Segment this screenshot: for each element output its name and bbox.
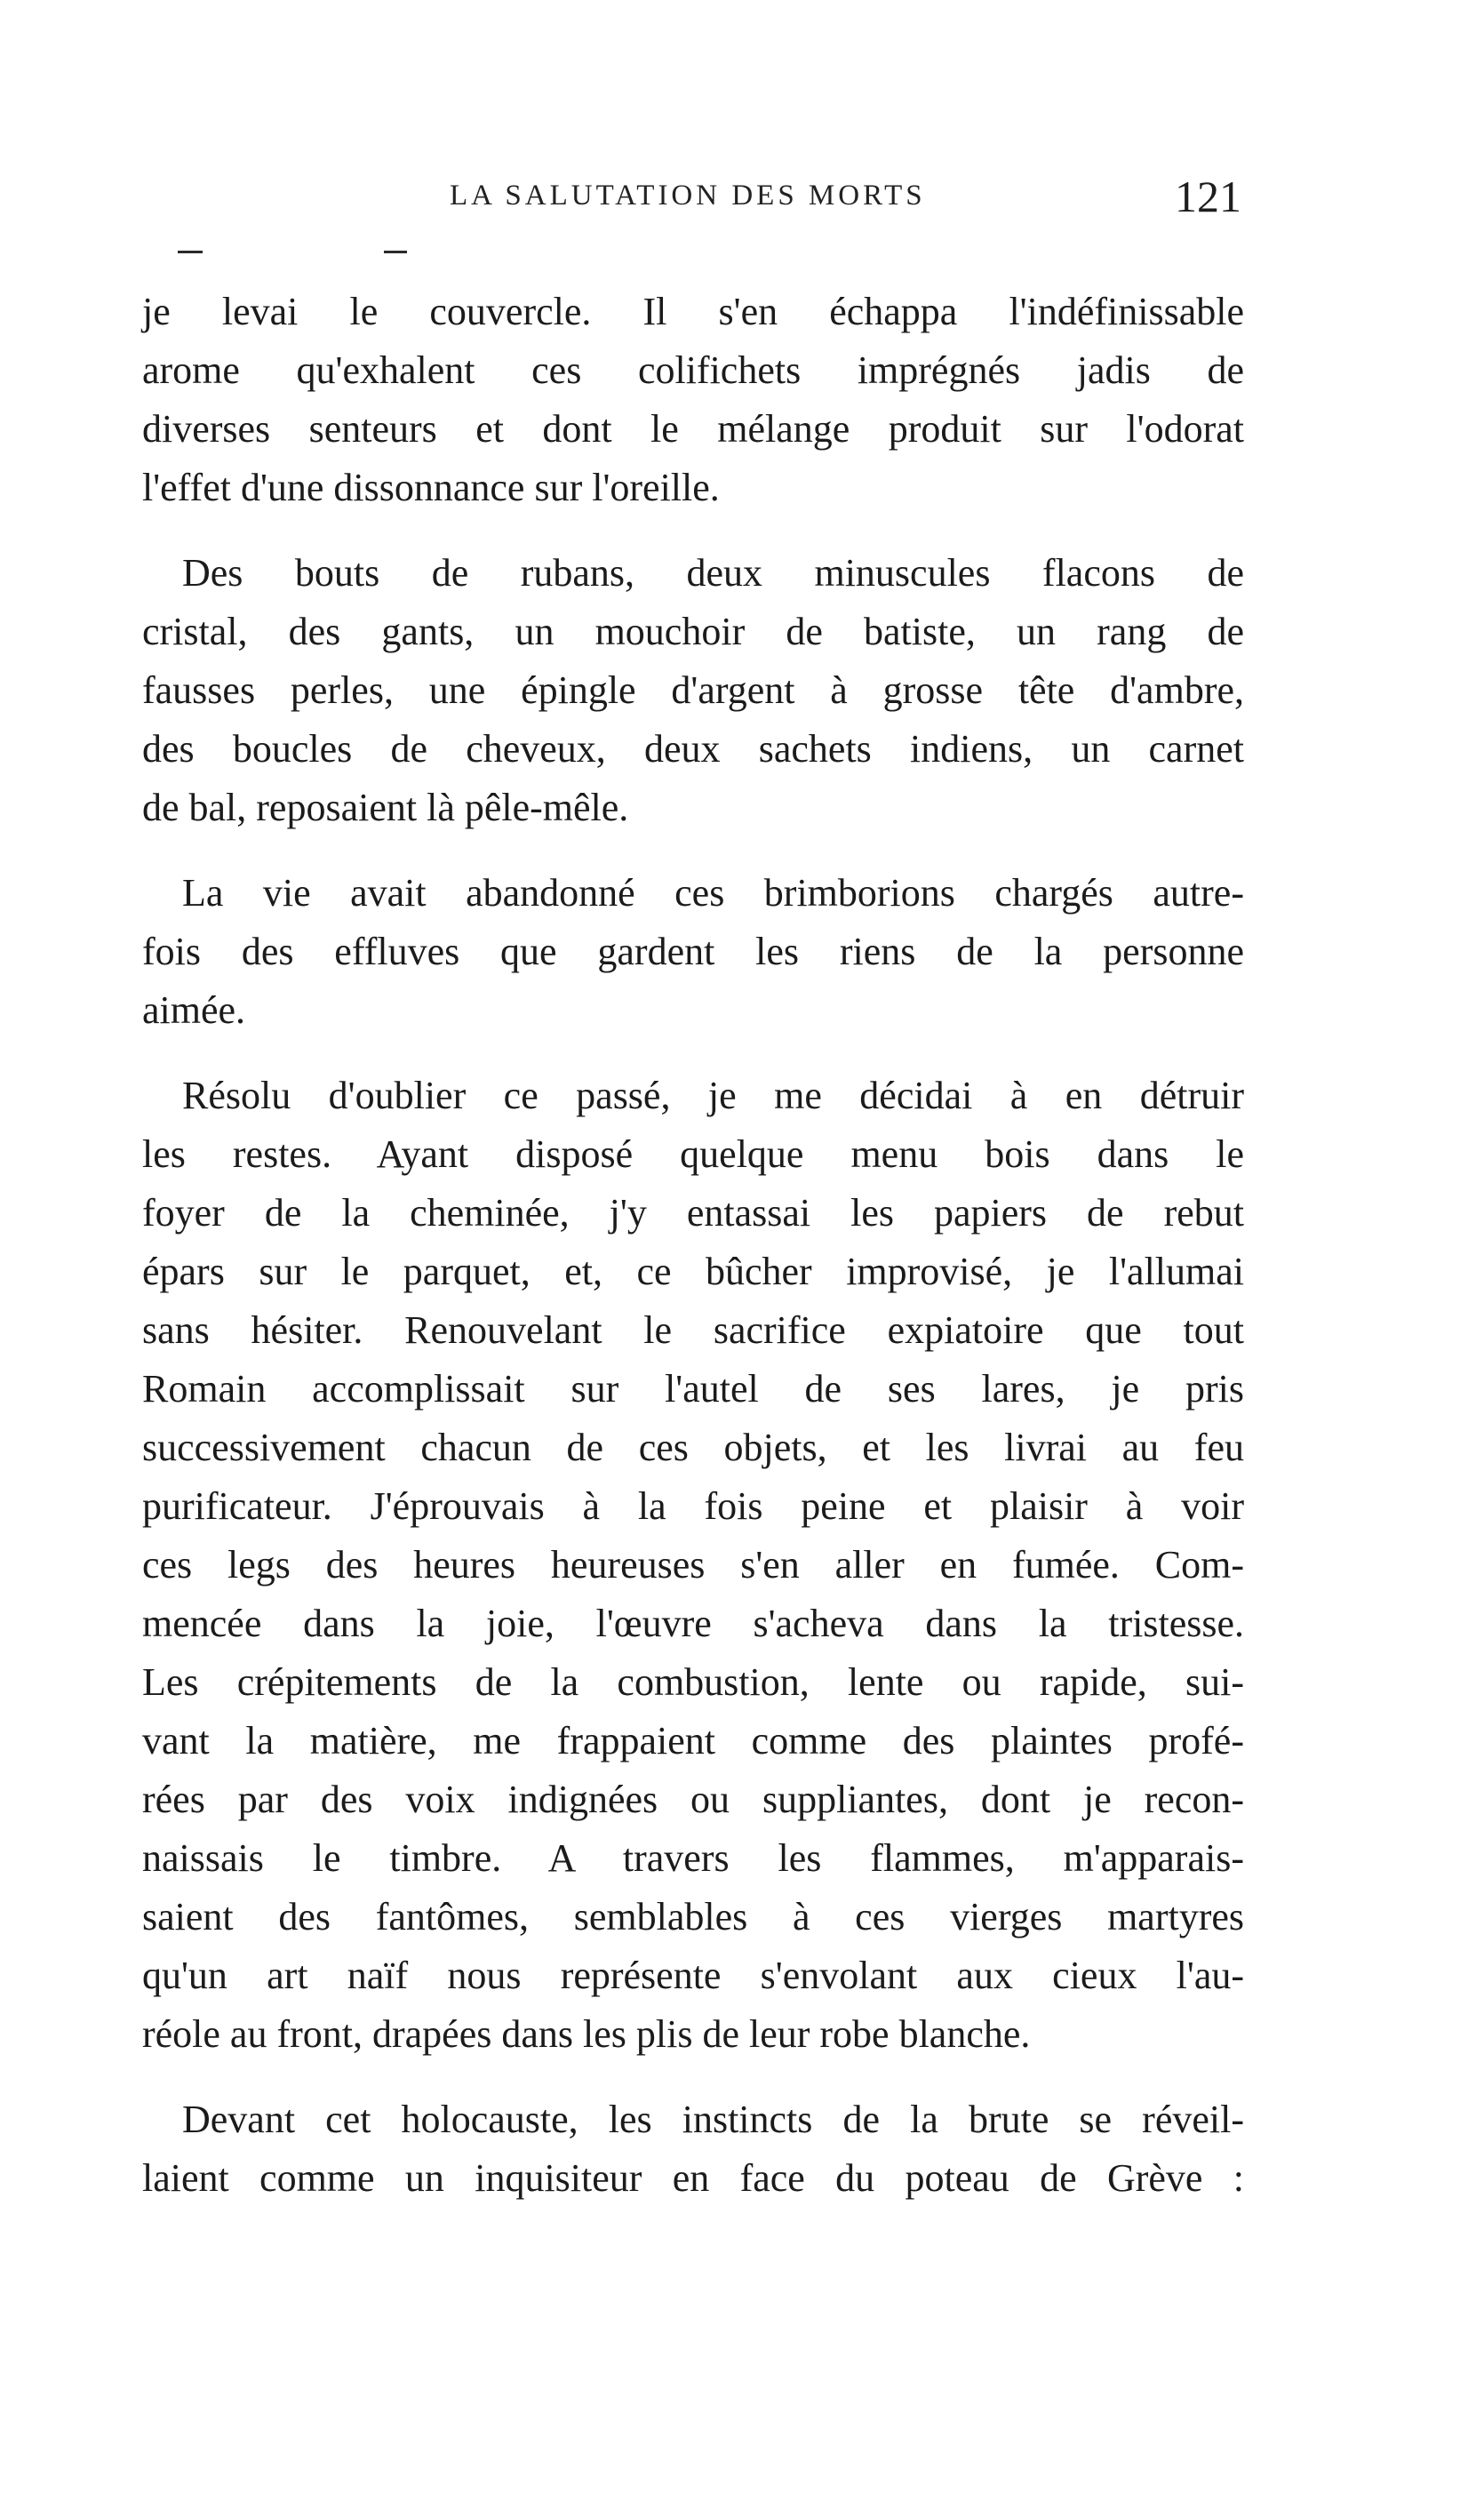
text-line: vant la matière, me frappaient comme des plaintes profé- [142, 1719, 1244, 1763]
running-head [0, 171, 1484, 224]
text-line: naissais le timbre. A travers les flammes, m'apparais- [142, 1836, 1244, 1880]
text-line: épars sur le parquet, et, ce bûcher improvisé, je l'allumai [142, 1250, 1244, 1293]
text-line: cristal, des gants, un mouchoir de batiste, un rang de [142, 610, 1244, 653]
text-line: l'effet d'une dissonnance sur l'oreille. [142, 466, 720, 509]
text-line: arome qu'exhalent ces colifichets imprégnés jadis de [142, 348, 1244, 392]
text-line: successivement chacun de ces objets, et les livrai au feu [142, 1426, 1244, 1469]
text-line: laient comme un inquisiteur en face du poteau de Grève : [142, 2156, 1244, 2200]
running-title: LA SALUTATION DES MORTS [450, 180, 926, 212]
text-line: qu'un art naïf nous représente s'envolant aux cieux l'au- [142, 1954, 1244, 1997]
text-line: Résolu d'oublier ce passé, je me décidai à en détruir [182, 1074, 1244, 1117]
paragraph-5 [142, 2090, 1244, 2208]
text-line: La vie avait abandonné ces brimborions chargés autre- [182, 871, 1244, 915]
text-line: les restes. Ayant disposé quelque menu bois dans le [142, 1132, 1244, 1176]
text-line: Romain accomplissait sur l'autel de ses lares, je pris [142, 1367, 1244, 1411]
page-number: 121 [1175, 172, 1241, 221]
text-line: aimée. [142, 988, 246, 1032]
text-line: de bal, reposaient là pêle-mêle. [142, 786, 629, 829]
text-line: Devant cet holocauste, les instincts de la brute se réveil- [182, 2098, 1244, 2141]
paragraph-1 [142, 283, 1244, 517]
paragraph-2 [142, 544, 1244, 837]
text-line: purificateur. J'éprouvais à la fois peine et plaisir à voir [142, 1484, 1244, 1528]
text-line: saient des fantômes, semblables à ces vierges martyres [142, 1895, 1244, 1938]
body-text [142, 283, 1244, 2234]
text-line: rées par des voix indignées ou suppliantes, dont je recon- [142, 1778, 1244, 1821]
text-line: ces legs des heures heureuses s'en aller en fumée. Com- [142, 1543, 1244, 1587]
header-rule-left [178, 251, 203, 253]
text-line: fois des effluves que gardent les riens de la personne [142, 930, 1244, 973]
text-line: foyer de la cheminée, j'y entassai les papiers de rebut [142, 1191, 1244, 1235]
header-rule-right [384, 251, 407, 253]
text-line: diverses senteurs et dont le mélange produit sur l'odorat [142, 407, 1244, 451]
text-line: fausses perles, une épingle d'argent à grosse tête d'ambre, [142, 668, 1244, 712]
text-line: mencée dans la joie, l'œuvre s'acheva dans la tristesse. [142, 1602, 1244, 1645]
text-line: sans hésiter. Renouvelant le sacrifice expiatoire que tout [142, 1308, 1244, 1352]
text-line: je levai le couvercle. Il s'en échappa l'indéfinissable [142, 290, 1244, 333]
text-line: des boucles de cheveux, deux sachets indiens, un carnet [142, 727, 1244, 771]
text-line: réole au front, drapées dans les plis de leur robe blanche. [142, 2012, 1031, 2056]
paragraph-3 [142, 864, 1244, 1040]
text-line: Des bouts de rubans, deux minuscules flacons de [182, 551, 1244, 595]
paragraph-4 [142, 1067, 1244, 2064]
text-line: Les crépitements de la combustion, lente ou rapide, sui- [142, 1660, 1244, 1704]
